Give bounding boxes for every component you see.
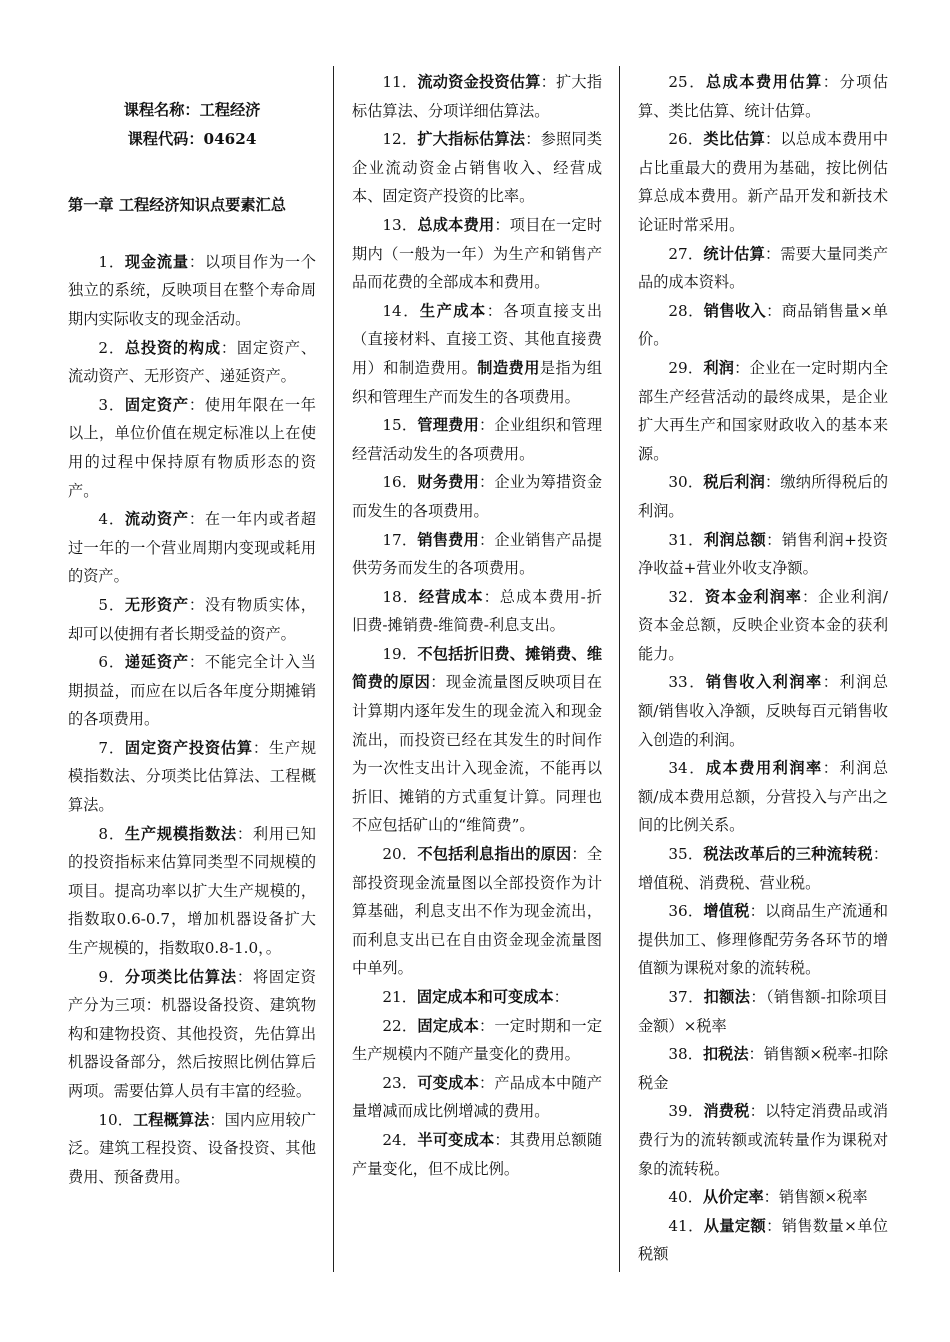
column-divider-2	[619, 66, 620, 1272]
item-definition: ：销售额×税率-扣除税金	[638, 1045, 889, 1092]
item-number: 30．	[668, 473, 704, 492]
item-definition: ：以特定消费品或消费行为的流转额或流转量作为课税对象的流转税。	[638, 1102, 888, 1178]
knowledge-point-item	[638, 840, 888, 897]
item-term: 成本费用利润率	[705, 759, 823, 778]
item-number: 14．	[382, 301, 420, 320]
knowledge-point-item	[352, 297, 602, 411]
item-definition: ：销售数量×单位税额	[638, 1216, 888, 1264]
knowledge-point-item	[638, 240, 888, 297]
item-definition: ：现金流量图反映项目在计算期内逐年发生的现金流入和现金流出，而投资已经在其发生的时间作为一次性支出计入现金流，不能再以折旧、摊销的方式重复计算。同理也不应包括矿山的“维简费”。	[352, 673, 603, 835]
item-term: 半可变成本	[417, 1130, 495, 1149]
column-1	[68, 68, 316, 1191]
item-term: 递延资产	[124, 653, 189, 672]
item-definition: ：以商品生产流通和提供加工、修理修配劳务各环节的增值额为课税对象的流转税。	[638, 902, 888, 978]
item-term: 不包括利息指出的原因	[417, 845, 572, 864]
knowledge-point-item	[68, 334, 316, 391]
item-term: 固定资产投资估算	[124, 738, 253, 757]
item-number: 15．	[382, 416, 418, 435]
item-term: 不包括折旧费、摊销费、维简费的原因	[352, 644, 602, 692]
item-number: 3．	[98, 395, 125, 414]
item-number: 19．	[382, 644, 418, 663]
item-definition: ：在一年内或者超过一年的一个营业周期内变现或耗用的资产。	[68, 510, 316, 586]
item-definition: ：固定资产、流动资产、无形资产、递延资产。	[68, 338, 317, 386]
item-definition: ：将固定资产分为三项：机器设备投资、建筑物构和建物投资、其他投资，先估算出机器设备部分，然后按照比例估算后两项。需要估算人员有丰富的经验。	[68, 967, 316, 1100]
item-term: 资本金利润率	[704, 587, 802, 606]
item-term: 生产成本	[419, 301, 487, 320]
item-definition: ：总成本费用-折旧费-摊销费-维简费-利息支出。	[352, 587, 602, 635]
item-definition: ：国内应用较广泛。建筑工程投资、设备投资、其他费用、预备费用。	[68, 1110, 317, 1186]
item-definition: ：不能完全计入当期损益，而应在以后各年度分期摊销的各项费用。	[68, 653, 316, 729]
course-name: 课程名称：工程经济	[123, 101, 261, 119]
item-definition: ：企业在一定时期内全部生产经营活动的最终成果，是企业扩大再生产和国家财政收入的基本来源。	[638, 358, 888, 463]
item-term: 财务费用	[417, 473, 479, 492]
knowledge-point-item	[352, 1069, 602, 1126]
knowledge-point-item	[352, 125, 602, 211]
item-number: 31．	[668, 530, 704, 549]
item-term: 管理费用	[417, 416, 479, 435]
item-number: 12．	[382, 130, 418, 149]
knowledge-point-item	[68, 591, 316, 648]
knowledge-point-item	[352, 583, 602, 640]
item-definition: ：增值税、消费税、营业税。	[638, 845, 888, 892]
item-number: 1．	[98, 252, 125, 271]
item-term: 消费税	[703, 1102, 750, 1121]
item-definition: ：以项目作为一个独立的系统，反映项目在整个寿命周期内实际收支的现金活动。	[68, 252, 316, 328]
item-term: 销售收入利润率	[705, 673, 823, 692]
knowledge-point-item	[352, 640, 602, 840]
item-number: 18．	[382, 587, 419, 606]
item-term: 生产规模指数法	[124, 824, 237, 843]
item-definition: ：以总成本费用中占比重最大的费用为基础，按比例估算总成本费用。新产品开发和新技术论证时常采用。	[638, 130, 888, 234]
item-number: 22．	[382, 1016, 418, 1035]
knowledge-point-item	[68, 963, 316, 1106]
knowledge-point-item	[352, 1012, 602, 1069]
item-number: 40．	[668, 1188, 703, 1207]
knowledge-point-item	[638, 1212, 888, 1269]
knowledge-point-item	[638, 297, 888, 354]
knowledge-point-item	[68, 1106, 316, 1192]
item-definition: ：企业销售产品提供劳务而发生的各项费用。	[352, 530, 602, 578]
item-number: 38．	[668, 1045, 703, 1064]
item-definition: ：缴纳所得税后的利润。	[638, 473, 888, 520]
item-definition: ：全部投资现金流量图以全部投资作为计算基础，利息支出不作为现金流出，而利息支出已在自由资金现金流量图中单列。	[352, 845, 602, 978]
item-definition: ：商品销售量×单价。	[638, 301, 888, 349]
item-term: 固定成本和可变成本	[416, 988, 554, 1006]
item-definition: ：需要大量同类产品的成本资料。	[638, 244, 888, 292]
item-term: 现金流量	[124, 252, 189, 271]
item-definition: ：生产规模指数法、分项类比估算法、工程概算法。	[68, 738, 317, 815]
knowledge-point-item	[638, 983, 888, 1040]
knowledge-point-item	[638, 354, 888, 468]
item-number: 9．	[98, 967, 125, 986]
item-definition: ：产品成本中随产量增减而成比例增减的费用。	[352, 1073, 602, 1121]
item-term: 税法改革后的三种流转税	[703, 845, 873, 864]
item-number: 16．	[382, 473, 418, 492]
knowledge-point-item	[638, 1097, 888, 1183]
knowledge-point-item	[352, 1126, 602, 1183]
knowledge-point-item	[352, 211, 602, 297]
item-term: 销售费用	[417, 530, 479, 549]
item-definition: ：（销售额-扣除项目金额）×税率	[638, 988, 888, 1035]
item-definition: ：项目在一定时期内（一般为一年）为生产和销售产品而花费的全部成本和费用。	[352, 215, 602, 292]
item-number: 20．	[382, 845, 418, 864]
item-number: 8．	[98, 824, 125, 843]
item-term: 流动资产	[124, 510, 189, 529]
item-number: 24．	[382, 1130, 418, 1149]
knowledge-point-item	[68, 248, 316, 334]
item-number: 33．	[668, 673, 706, 692]
item-term: 分项类比估算法	[124, 967, 237, 986]
item-definition: ：扩大指标估算法、分项详细估算法。	[352, 73, 602, 120]
item-number: 25．	[668, 73, 706, 91]
item-term: 扣额法	[703, 988, 751, 1006]
column-2-items	[352, 68, 602, 1183]
item-term: 统计估算	[703, 244, 765, 263]
knowledge-point-item	[638, 68, 888, 125]
course-code: 课程代码：04624	[127, 129, 257, 148]
item-term: 无形资产	[124, 595, 189, 614]
knowledge-point-item	[638, 468, 888, 525]
item-number: 29．	[668, 358, 704, 377]
item-term: 固定成本	[417, 1016, 479, 1035]
knowledge-point-item	[352, 840, 602, 983]
item-number: 17．	[382, 530, 418, 549]
item-term-secondary: 制造费用	[477, 358, 540, 377]
item-term: 销售收入	[703, 301, 767, 320]
item-number: 5．	[98, 595, 125, 614]
item-definition: ：利润总额/销售收入净额，反映每百元销售收入创造的利润。	[638, 673, 889, 749]
knowledge-point-item	[68, 505, 316, 591]
item-definition: ：企业利润/资本金总额，反映企业资本金的获利能力。	[638, 587, 889, 663]
column-2	[352, 68, 602, 1183]
item-term: 流动资金投资估算	[417, 73, 541, 91]
knowledge-point-item	[68, 391, 316, 505]
knowledge-point-item	[68, 820, 316, 963]
item-definition: ：没有物质实体，却可以使拥有者长期受益的资产。	[68, 595, 316, 643]
item-definition: ：使用年限在一年以上，单位价值在规定标准以上在使用的过程中保持原有物质形态的资产。	[68, 395, 316, 500]
knowledge-point-item	[638, 754, 888, 840]
item-number: 11．	[382, 73, 418, 91]
item-term: 固定资产	[124, 395, 189, 414]
item-number: 7．	[98, 738, 125, 757]
knowledge-point-item	[638, 1183, 888, 1212]
item-number: 36．	[668, 902, 704, 921]
item-definition: ：销售额×税率	[763, 1188, 868, 1207]
item-term: 利润	[703, 358, 735, 377]
item-definition: ：参照同类企业流动资金占销售收入、经营成本、固定资产投资的比率。	[352, 130, 602, 206]
knowledge-point-item	[352, 411, 602, 468]
knowledge-point-item	[352, 983, 602, 1012]
item-number: 35．	[668, 845, 704, 864]
item-number: 41．	[668, 1216, 704, 1235]
item-term: 从量定额	[703, 1216, 767, 1235]
item-number: 26．	[668, 130, 704, 149]
knowledge-point-item	[352, 68, 602, 125]
item-number: 6．	[98, 653, 125, 672]
item-number: 10．	[98, 1110, 134, 1129]
knowledge-point-item	[68, 648, 316, 734]
chapter-title: 第一章 工程经济知识点要素汇总	[68, 196, 286, 215]
item-definition: ：利润总额/成本费用总额，分营投入与产出之间的比例关系。	[638, 759, 889, 835]
item-definition: ：企业组织和管理经营活动发生的各项费用。	[352, 416, 602, 463]
item-number: 27．	[668, 244, 704, 263]
item-definition: ：企业为筹措资金而发生的各项费用。	[352, 473, 602, 520]
item-number: 32．	[668, 587, 705, 606]
item-term: 总成本费用估算	[705, 73, 823, 91]
item-definition: ：其费用总额随产量变化，但不成比例。	[352, 1130, 602, 1178]
item-term: 经营成本	[418, 587, 484, 606]
item-term: 总成本费用	[417, 215, 495, 234]
item-definition: ：各项直接支出（直接材料、直接工资、其他直接费用）和制造费用。	[352, 301, 603, 377]
column-1-items	[68, 248, 316, 1192]
knowledge-point-item	[638, 583, 888, 669]
item-number: 37．	[668, 988, 704, 1006]
item-number: 39．	[668, 1102, 704, 1121]
knowledge-point-item	[352, 468, 602, 525]
item-definition: ：销售利润+投资净收益+营业外收支净额。	[638, 530, 888, 578]
item-term: 增值税	[703, 902, 750, 921]
item-term: 工程概算法	[133, 1110, 210, 1129]
column-3-items	[638, 68, 888, 1269]
item-definition: ：利用已知的投资指标来估算同类型不同规模的项目。提高功率以扩大生产规模的，指数取0.6-0.7，增加机器设备扩大生产规模的，指数取0.8-1.0，。	[68, 824, 316, 958]
item-number: 21．	[382, 988, 417, 1006]
item-term: 从价定率	[702, 1188, 764, 1207]
column-3	[638, 68, 888, 1269]
item-definition-secondary: 是指为组织和管理生产而发生的各项费用。	[352, 358, 603, 406]
knowledge-point-item	[638, 526, 888, 583]
item-definition: ：分项估算、类比估算、统计估算。	[638, 73, 889, 120]
item-term: 利润总额	[703, 530, 767, 549]
item-term: 可变成本	[417, 1073, 479, 1092]
item-definition: ：	[553, 988, 569, 1006]
item-number: 2．	[98, 338, 125, 357]
item-term: 扣税法	[702, 1045, 749, 1064]
item-term: 总投资的构成	[124, 338, 221, 357]
knowledge-point-item	[68, 734, 316, 820]
item-number: 28．	[668, 301, 704, 320]
item-term: 税后利润	[703, 473, 765, 492]
column-divider-1	[333, 66, 334, 1272]
item-term: 扩大指标估算法	[417, 130, 526, 149]
item-number: 23．	[382, 1073, 418, 1092]
item-definition: ：一定时期和一定生产规模内不随产量变化的费用。	[352, 1016, 602, 1064]
item-number: 34．	[668, 759, 706, 778]
item-number: 13．	[382, 215, 418, 234]
knowledge-point-item	[638, 125, 888, 239]
knowledge-point-item	[638, 1040, 888, 1097]
item-number: 4．	[98, 510, 125, 529]
knowledge-point-item	[638, 668, 888, 754]
knowledge-point-item	[638, 897, 888, 983]
item-term: 类比估算	[703, 130, 765, 149]
knowledge-point-item	[352, 526, 602, 583]
